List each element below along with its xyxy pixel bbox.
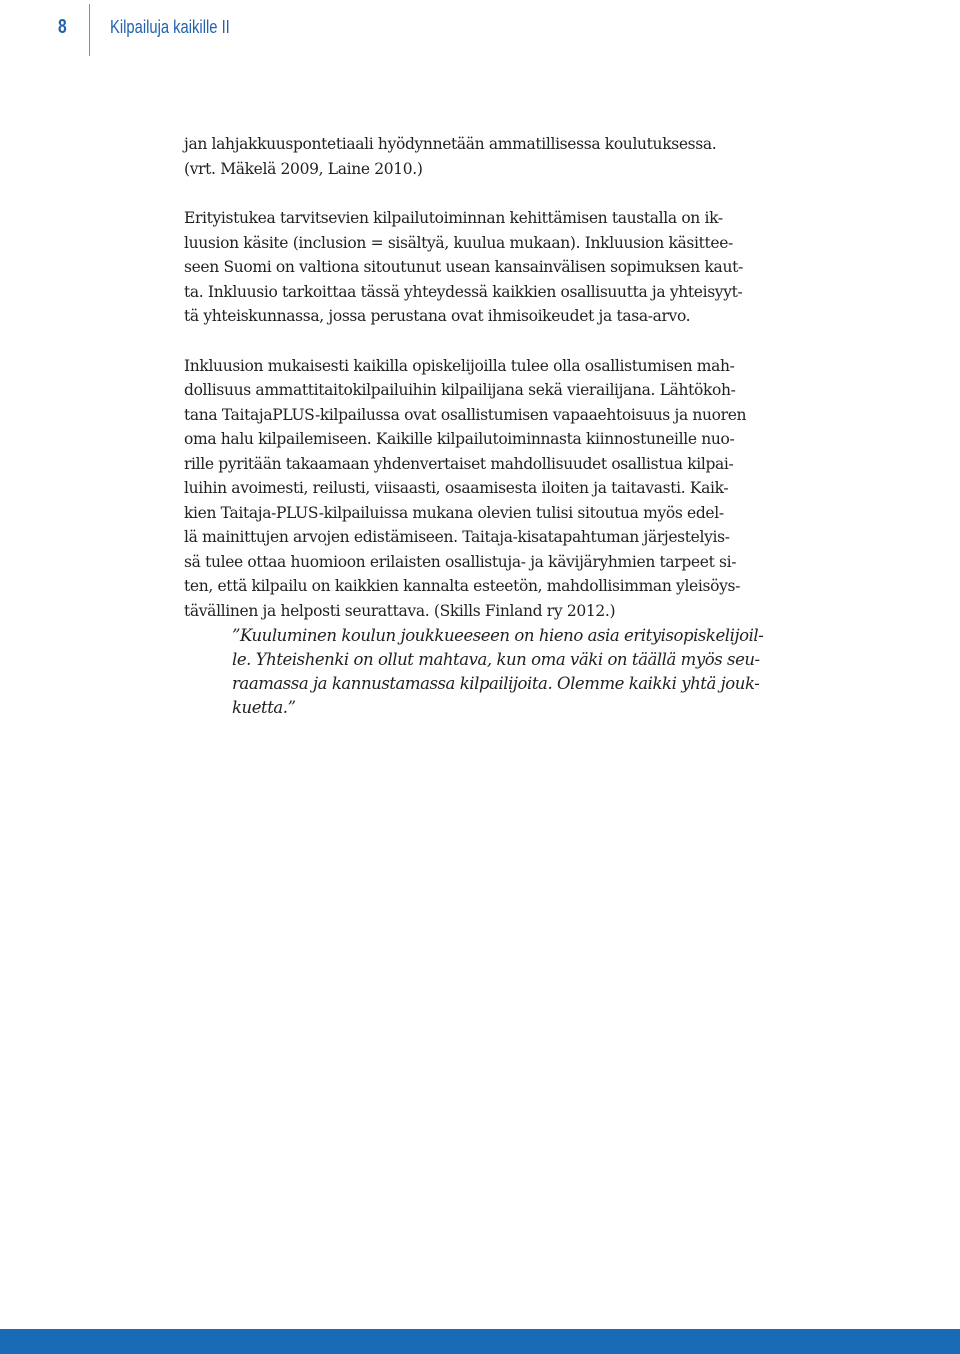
text-line: sä tulee ottaa huomioon erilaisten osallistuja- ja kävijäryhmien tarpeet si- <box>184 552 737 571</box>
text-line: jan lahjakkuuspontetiaali hyödynnetään ammatillisessa koulutuksessa. <box>184 135 717 153</box>
body-text <box>184 132 824 623</box>
text-line: rille pyritään takaamaan yhdenvertaiset mahdollisuudet osallistua kilpai- <box>184 454 734 473</box>
running-title: Kilpailuja kaikille II <box>110 17 230 37</box>
text-line: lä mainittujen arvojen edistämiseen. Taitaja-kisatapahtuman järjestelyis- <box>184 528 730 546</box>
text-line: Erityistukea tarvitsevien kilpailutoiminnan kehittämisen taustalla on ik- <box>184 209 723 227</box>
paragraph-3 <box>184 354 824 624</box>
text-line: tä yhteiskunnassa, jossa perustana ovat ihmisoikeudet ja tasa-arvo. <box>184 307 691 325</box>
paragraph-gap <box>184 181 824 206</box>
text-line: luihin avoimesti, reilusti, viisaasti, osaamisesta iloiten ja taitavasti. Kaik- <box>184 479 729 497</box>
footer-bar <box>0 1329 960 1354</box>
text-line: ta. Inkluusio tarkoittaa tässä yhteydessä kaikkien osallisuutta ja yhteisyyt- <box>184 282 743 301</box>
quote-line: le. Yhteishenki on ollut mahtava, kun oma väki on täällä myös seu- <box>232 650 760 669</box>
text-line: luusion käsite (inclusion = sisältyä, kuulua mukaan). Inkluusion käsittee- <box>184 233 733 252</box>
text-line: seen Suomi on valtiona sitoutunut usean kansainvälisen sopimuksen kaut- <box>184 258 743 276</box>
text-line: tana TaitajaPLUS-kilpailussa ovat osallistumisen vapaaehtoisuus ja nuoren <box>184 405 747 424</box>
pull-quote <box>232 624 832 720</box>
text-line: oma halu kilpailemiseen. Kaikille kilpailutoiminnasta kiinnostuneille nuo- <box>184 430 735 448</box>
page-number: 8 <box>58 16 67 38</box>
text-line: ten, että kilpailu on kaikkien kannalta esteetön, mahdollisimman yleisöys- <box>184 577 740 595</box>
text-line: tävällinen ja helposti seurattava. (Skills Finland ry 2012.) <box>184 601 616 620</box>
paragraph-gap <box>184 329 824 354</box>
text-line: (vrt. Mäkelä 2009, Laine 2010.) <box>184 159 423 178</box>
paragraph-2 <box>184 206 824 329</box>
text-line: dollisuus ammattitaitokilpailuihin kilpailijana sekä vierailijana. Lähtökoh- <box>184 381 736 399</box>
page-header <box>0 0 960 60</box>
text-line: Inkluusion mukaisesti kaikilla opiskelijoilla tulee olla osallistumisen mah- <box>184 356 735 375</box>
paragraph-1 <box>184 132 824 181</box>
header-divider <box>89 4 90 56</box>
quote-line: ”Kuuluminen koulun joukkueeseen on hieno asia erityisopiskelijoil- <box>232 626 764 645</box>
quote-line: kuetta.” <box>232 698 296 717</box>
quote-line: raamassa ja kannustamassa kilpailijoita. Olemme kaikki yhtä jouk- <box>232 674 760 693</box>
text-line: kien Taitaja-PLUS-kilpailuissa mukana olevien tulisi sitoutua myös edel- <box>184 503 724 522</box>
